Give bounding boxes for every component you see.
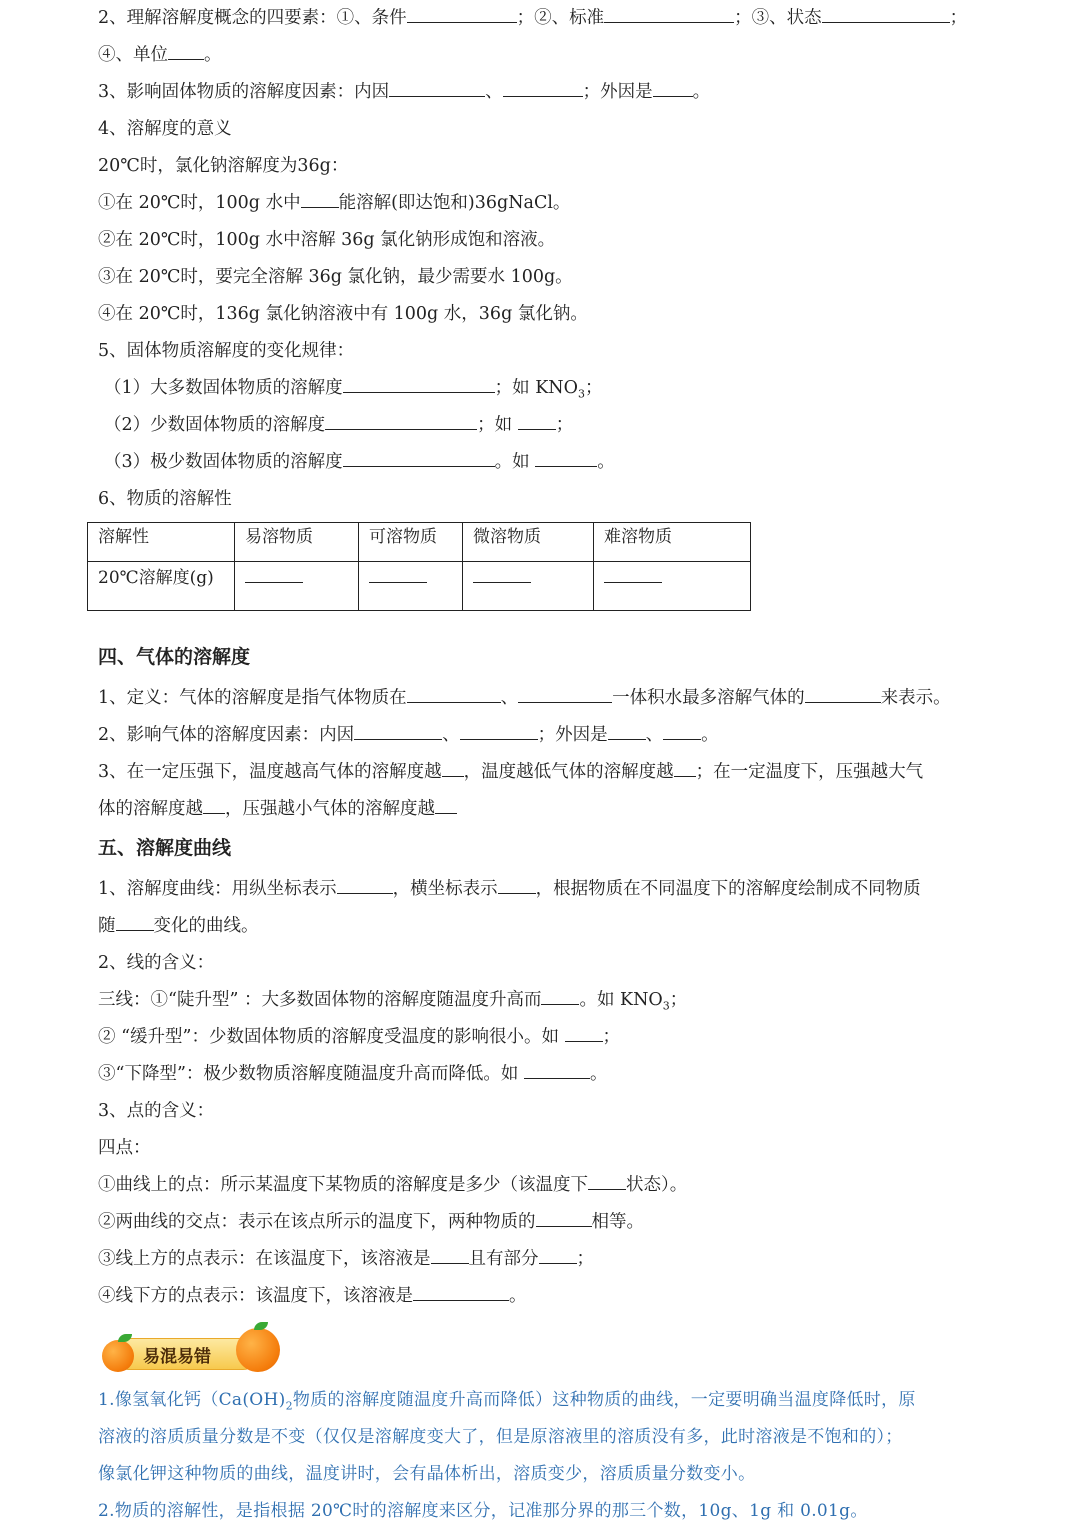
fill-blank[interactable] — [354, 723, 442, 740]
fill-blank[interactable] — [653, 80, 693, 97]
fill-blank[interactable] — [608, 723, 646, 740]
table-cell: 微溶物质 — [463, 523, 594, 562]
text-line: （2）少数固体物质的溶解度 ；如 ； — [104, 415, 574, 435]
fill-blank[interactable] — [674, 760, 696, 777]
table-cell: 可溶物质 — [359, 523, 463, 562]
fill-blank[interactable] — [389, 80, 485, 97]
text-line: 2、理解溶解度概念的四要素：①、条件 ；②、标准 ；③、状态 ； — [98, 8, 968, 28]
fill-blank[interactable] — [565, 1025, 603, 1042]
fill-blank[interactable] — [168, 43, 204, 60]
fill-blank[interactable] — [498, 877, 536, 894]
badge-pill: 易混易错 — [114, 1338, 258, 1370]
text-line: 1、定义：气体的溶解度是指气体物质在 、 一体积水最多溶解气体的 来表示。 — [98, 688, 951, 708]
fill-blank[interactable] — [604, 6, 734, 23]
fill-blank[interactable] — [431, 1247, 469, 1264]
fill-blank[interactable] — [343, 376, 495, 393]
text-line: 1、溶解度曲线：用纵坐标表示 ，横坐标表示 ，根据物质在不同温度下的溶解度绘制成不同物质 — [98, 879, 921, 899]
text-line: 3、在一定压强下，温度越高气体的溶解度越 ，温度越低气体的溶解度越 ；在一定温度下，压强越大气 — [98, 762, 924, 782]
fill-blank[interactable] — [822, 6, 950, 23]
fill-blank[interactable] — [539, 1247, 577, 1264]
table-cell: 难溶物质 — [594, 523, 751, 562]
table-cell[interactable] — [594, 562, 751, 611]
text-line: 20℃时，氯化钠溶解度为36g： — [98, 156, 349, 176]
text-line: ①曲线上的点：所示某温度下某物质的溶解度是多少（该温度下 状态）。 — [98, 1175, 688, 1195]
text-line: 6、物质的溶解性 — [98, 489, 232, 509]
fill-blank[interactable] — [535, 450, 597, 467]
orange-icon — [102, 1340, 134, 1372]
text-line: ①在 20℃时，100g 水中 能溶解(即达饱和)36gNaCl。 — [98, 193, 571, 213]
fill-blank[interactable] — [518, 413, 556, 430]
fill-blank[interactable] — [203, 797, 225, 814]
fill-blank[interactable] — [503, 80, 583, 97]
fill-blank[interactable] — [588, 1173, 626, 1190]
fill-blank[interactable] — [343, 450, 495, 467]
table-cell: 溶解性 — [88, 523, 235, 562]
text-line: （3）极少数固体物质的溶解度 。如 。 — [104, 452, 615, 472]
table-cell: 易溶物质 — [235, 523, 359, 562]
fill-blank[interactable] — [541, 988, 579, 1005]
tip-badge — [100, 1326, 280, 1376]
note-line: 2.物质的溶解性，是指根据 20℃时的溶解度来区分，记准那分界的那三个数，10g、1g 和 0.01g。 — [98, 1501, 868, 1521]
text-line: ②两曲线的交点：表示在该点所示的温度下，两种物质的 相等。 — [98, 1212, 644, 1232]
text-line: 随 变化的曲线。 — [98, 916, 259, 936]
fill-blank[interactable] — [805, 686, 881, 703]
fill-blank[interactable] — [460, 723, 538, 740]
orange-icon — [236, 1328, 280, 1372]
text-line: ③线上方的点表示：在该温度下，该溶液是 且有部分 ； — [98, 1249, 594, 1269]
note-line: 像氯化钾这种物质的曲线，温度讲时，会有晶体析出，溶质变少，溶质质量分数变小。 — [98, 1464, 756, 1484]
fill-blank[interactable] — [524, 1062, 590, 1079]
table-row — [88, 562, 751, 611]
table-cell[interactable] — [359, 562, 463, 611]
text-line: ④在 20℃时，136g 氯化钠溶液中有 100g 水，36g 氯化钠。 — [98, 304, 588, 324]
fill-blank[interactable] — [245, 566, 303, 583]
text-line: 5、固体物质溶解度的变化规律： — [98, 341, 355, 361]
text-line: 体的溶解度越 ，压强越小气体的溶解度越 — [98, 797, 457, 821]
section-heading: 五、溶解度曲线 — [98, 837, 232, 859]
text-line: ② “缓升型”：少数固体物质的溶解度受温度的影响很小。如 ； — [98, 1027, 621, 1047]
fill-blank[interactable] — [301, 191, 339, 208]
table-cell[interactable] — [463, 562, 594, 611]
fill-blank[interactable] — [369, 566, 427, 583]
table-header-row — [88, 523, 751, 562]
text-line: 4、溶解度的意义 — [98, 119, 232, 139]
text-line: ③“下降型”：极少数物质溶解度随温度升高而降低。如 。 — [98, 1064, 608, 1084]
text-line: 2、线的含义： — [98, 953, 215, 973]
fill-blank[interactable] — [435, 797, 457, 814]
fill-blank[interactable] — [407, 686, 501, 703]
text-line: 3、点的含义： — [98, 1101, 215, 1121]
text-line: ②在 20℃时，100g 水中溶解 36g 氯化钠形成饱和溶液。 — [98, 230, 556, 250]
text-line: ④线下方的点表示：该温度下，该溶液是 。 — [98, 1286, 527, 1306]
section-heading: 四、气体的溶解度 — [98, 646, 251, 668]
text-line: （1）大多数固体物质的溶解度 ；如 $KNO_3$； — [104, 378, 603, 401]
table-cell[interactable] — [235, 562, 359, 611]
fill-blank[interactable] — [337, 877, 393, 894]
text-line: ④、单位 。 — [98, 45, 222, 65]
fill-blank[interactable] — [325, 413, 477, 430]
text-line: 3、影响固体物质的溶解度因素：内因 、 ；外因是 。 — [98, 82, 711, 102]
text-line: 四点： — [98, 1138, 151, 1158]
fill-blank[interactable] — [442, 760, 464, 777]
fill-blank[interactable] — [473, 566, 531, 583]
solubility-table — [87, 522, 751, 611]
fill-blank[interactable] — [407, 6, 517, 23]
fill-blank[interactable] — [116, 914, 154, 931]
fill-blank[interactable] — [663, 723, 701, 740]
text-line: 三线：①“陡升型” ：大多数固体物的溶解度随温度升高而 。如 $KNO_3$； — [98, 990, 688, 1013]
table-cell: 20℃溶解度(g) — [88, 562, 235, 611]
fill-blank[interactable] — [536, 1210, 592, 1227]
note-line: 1.像氢氧化钙（$Ca(OH)_2$物质的溶解度随温度升高而降低）这种物质的曲线，一定要明确当温度降低时，原 — [98, 1390, 916, 1413]
fill-blank[interactable] — [604, 566, 662, 583]
text-line: 2、影响气体的溶解度因素：内因 、 ；外因是 、 。 — [98, 725, 719, 745]
text-line: ③在 20℃时，要完全溶解 36g 氯化钠，最少需要水 100g。 — [98, 267, 573, 287]
fill-blank[interactable] — [413, 1284, 509, 1301]
fill-blank[interactable] — [518, 686, 612, 703]
note-line: 溶液的溶质质量分数是不变（仅仅是溶解度变大了，但是原溶液里的溶质没有多，此时溶液是不饱和的）； — [98, 1427, 903, 1447]
